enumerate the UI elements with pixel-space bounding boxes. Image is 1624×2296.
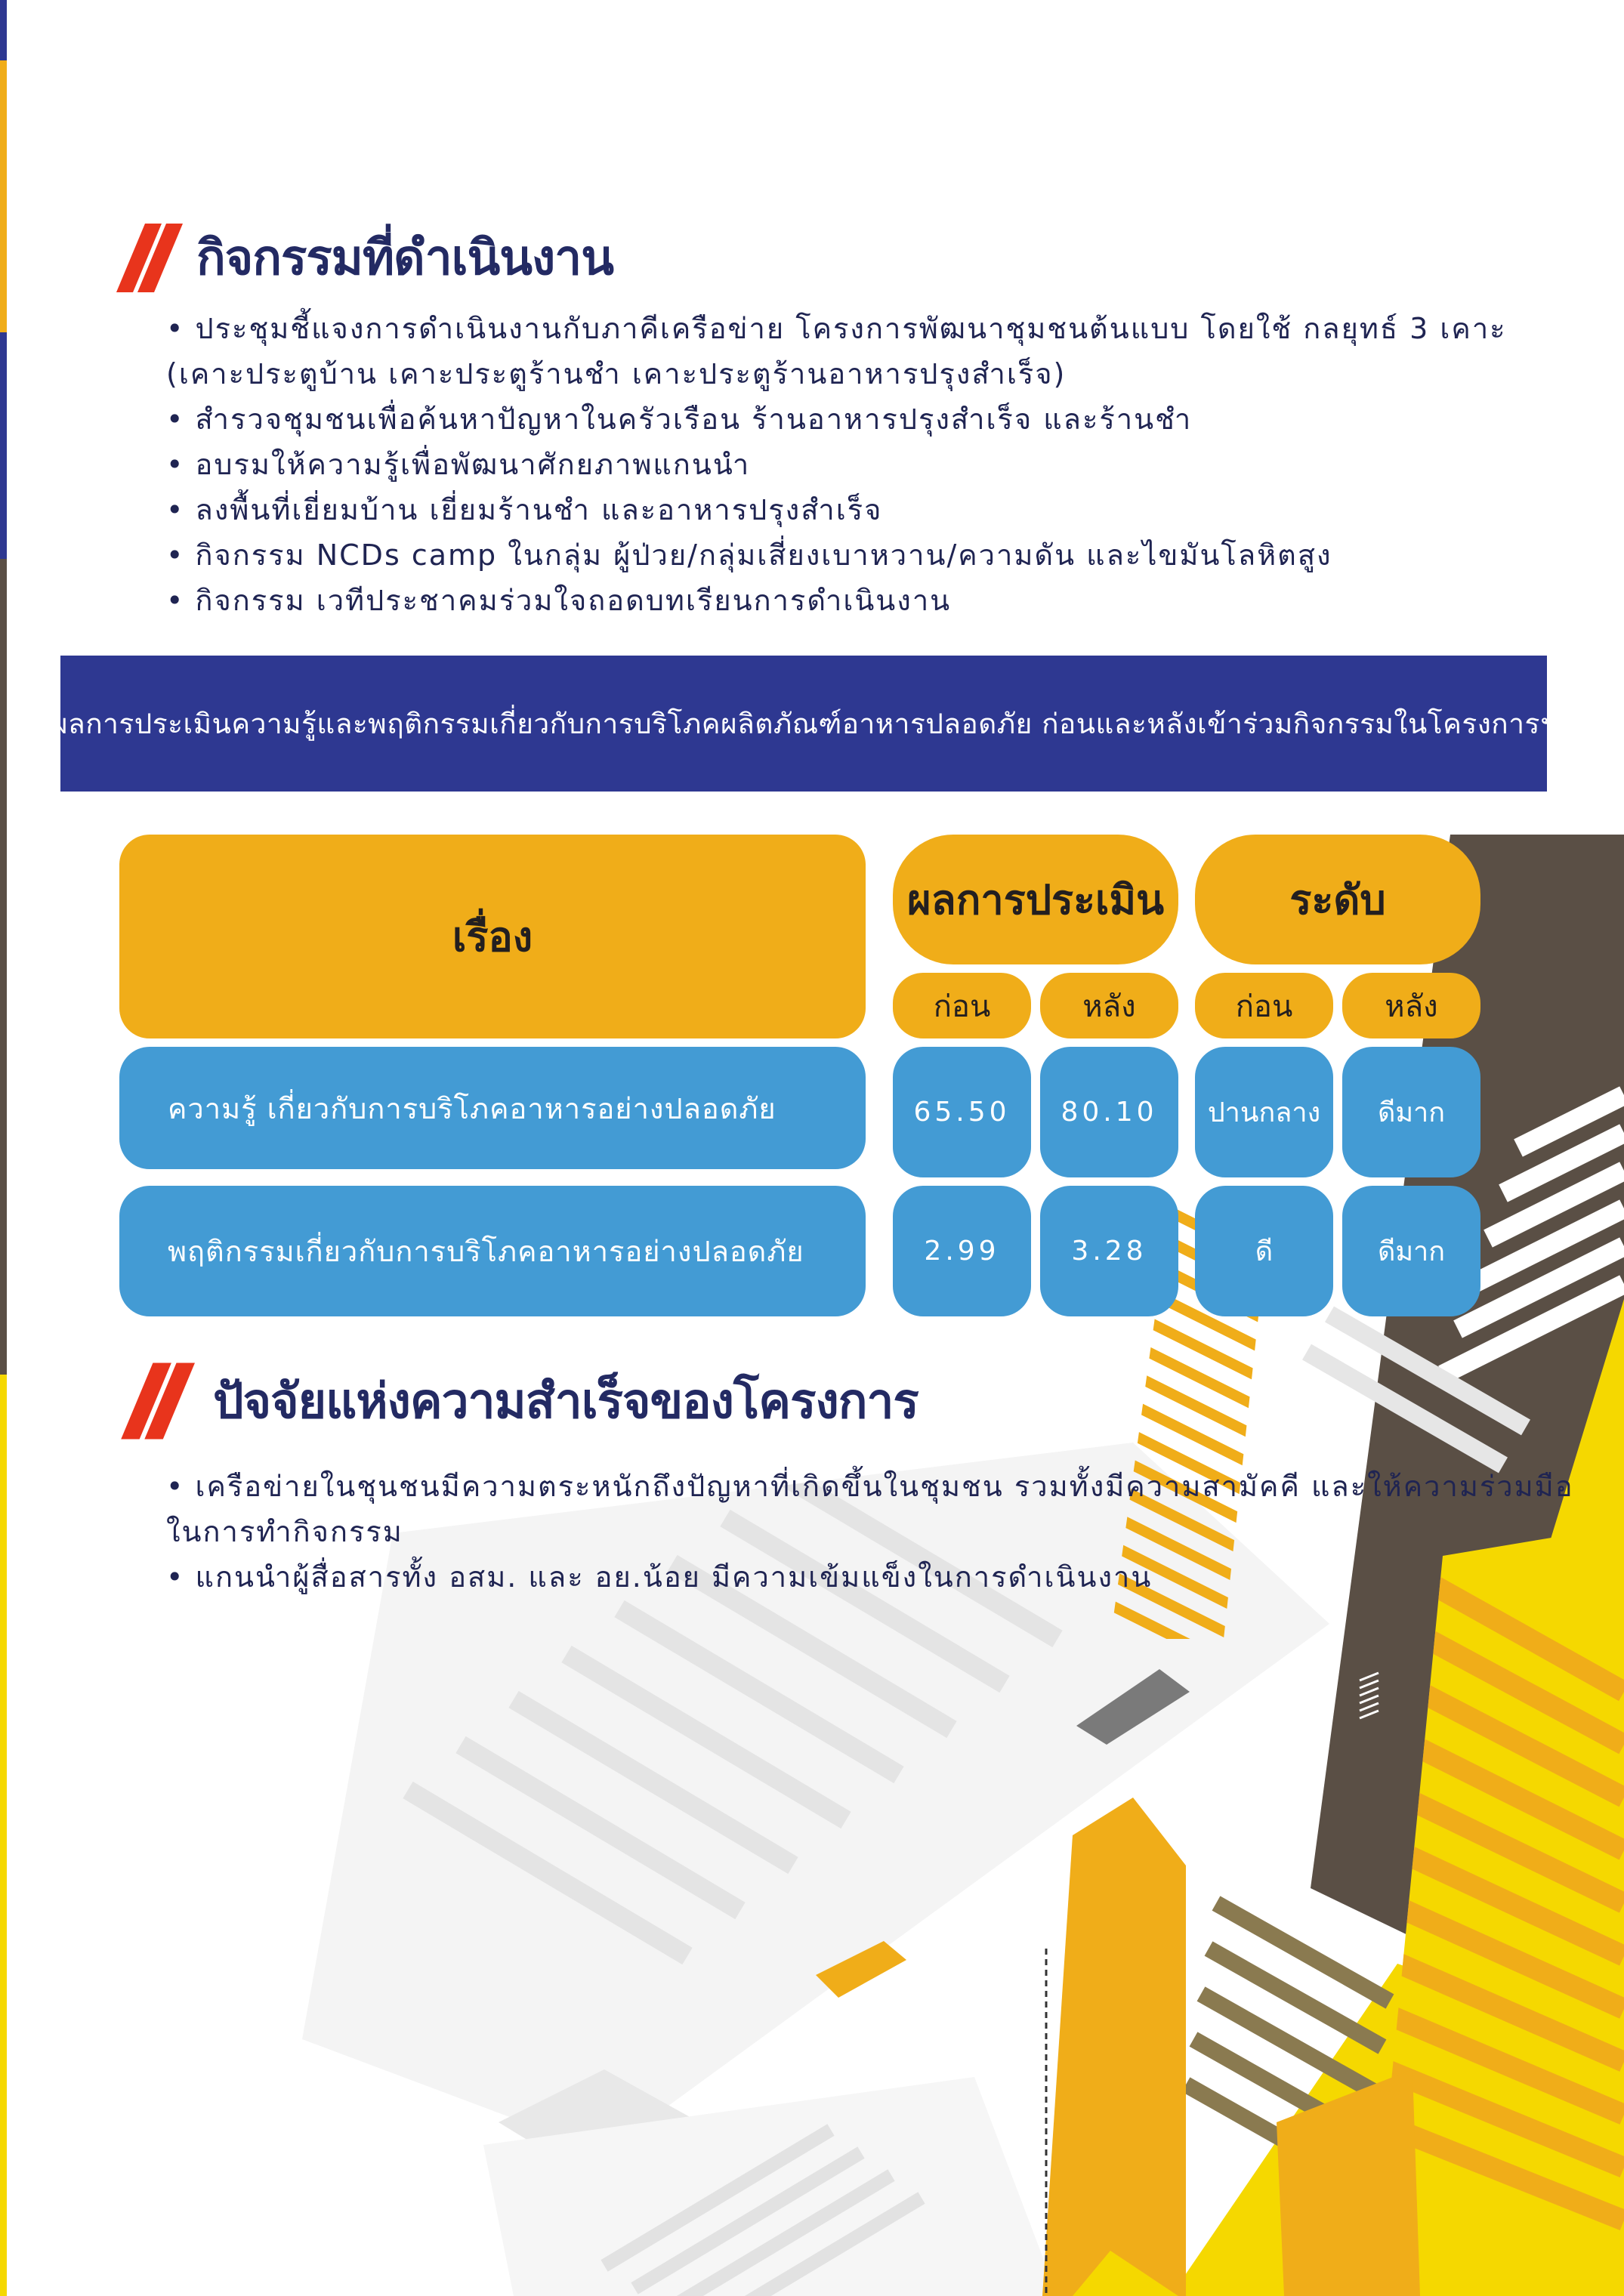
slash-stripes-icon [119,1359,195,1443]
list-item: • กิจกรรม เวทีประชาคมร่วมใจถอดบทเรียนการดำเนินงาน [166,584,952,617]
subheader-label: หลัง [1082,989,1136,1024]
subheader-label: ก่อน [1235,989,1293,1024]
score-value: 2.99 [924,1236,1000,1267]
list-item: • กิจกรรม NCDs camp ในกลุ่ม ผู้ป่วย/กลุ่มเสี่ยงเบาหวาน/ความดัน และไขมันโลหิตสูง [166,539,1332,572]
header-result-label: ผลการประเมิน [906,876,1164,924]
list-item: ในการทำกิจกรรม [166,1515,403,1548]
list-item: • ลงพื้นที่เยี่ยมบ้าน เยี่ยมร้านชำ และอาหารปรุงสำเร็จ [166,493,883,526]
score-value: 3.28 [1071,1236,1147,1267]
topic-label: ความรู้ เกี่ยวกับการบริโภคอาหารอย่างปลอดภัย [168,1091,776,1125]
subheader-label: ก่อน [933,989,991,1024]
level-value: ดีมาก [1377,1097,1446,1128]
list-item: • สำรวจชุมชนเพื่อค้นหาปัญหาในครัวเรือน ร้านอาหารปรุงสำเร็จ และร้านชำ [166,403,1193,436]
success-list [166,1464,1574,1600]
header-level-label: ระดับ [1289,876,1386,924]
list-item: • อบรมให้ความรู้เพื่อพัฒนาศักยภาพแกนนำ [166,448,751,481]
banner-text: ผลการประเมินความรู้และพฤติกรรมเกี่ยวกับการบริโภคผลิตภัณฑ์อาหารปลอดภัย ก่อนและหลังเข้าร่วมกิจกรรมในโครงการฯ [51,707,1557,740]
list-item: • เครือข่ายในชุนชนมีความตระหนักถึงปัญหาที่เกิดขึ้นในชุมชน รวมทั้งมีความสามัคคี และให้ความร่วมมือ [166,1470,1574,1503]
list-item: • แกนนำผู้สื่อสารทั้ง อสม. และ อย.น้อย มีความเข้มแข็งในการดำเนินงาน [166,1560,1153,1594]
level-value: ดี [1255,1236,1274,1267]
success-title: ปัจจัยแห่งความสำเร็จของโครงการ [213,1374,919,1430]
score-value: 80.10 [1061,1097,1158,1128]
list-item: • ประชุมชี้แจงการดำเนินงานกับภาคีเครือข่าย โครงการพัฒนาชุมชนต้นแบบ โดยใช้ กลยุทธ์ 3 เคาะ [166,312,1507,345]
assessment-banner [51,656,1557,792]
activities-title: กิจกรรมที่ดำเนินงาน [196,230,613,286]
slash-stripes-icon [115,222,183,294]
subheader-label: หลัง [1385,989,1438,1024]
header-topic-label: เรื่อง [452,913,533,961]
level-value: ปานกลาง [1207,1097,1321,1128]
activities-heading [115,219,613,296]
topic-label: พฤติกรรมเกี่ยวกับการบริโภคอาหารอย่างปลอดภัย [168,1235,804,1268]
level-value: ดีมาก [1377,1236,1446,1267]
success-heading [119,1359,919,1443]
score-value: 65.50 [913,1097,1011,1128]
list-item: (เคาะประตูบ้าน เคาะประตูร้านชำ เคาะประตูร้านอาหารปรุงสำเร็จ) [166,357,1067,390]
activities-list [166,306,1507,623]
